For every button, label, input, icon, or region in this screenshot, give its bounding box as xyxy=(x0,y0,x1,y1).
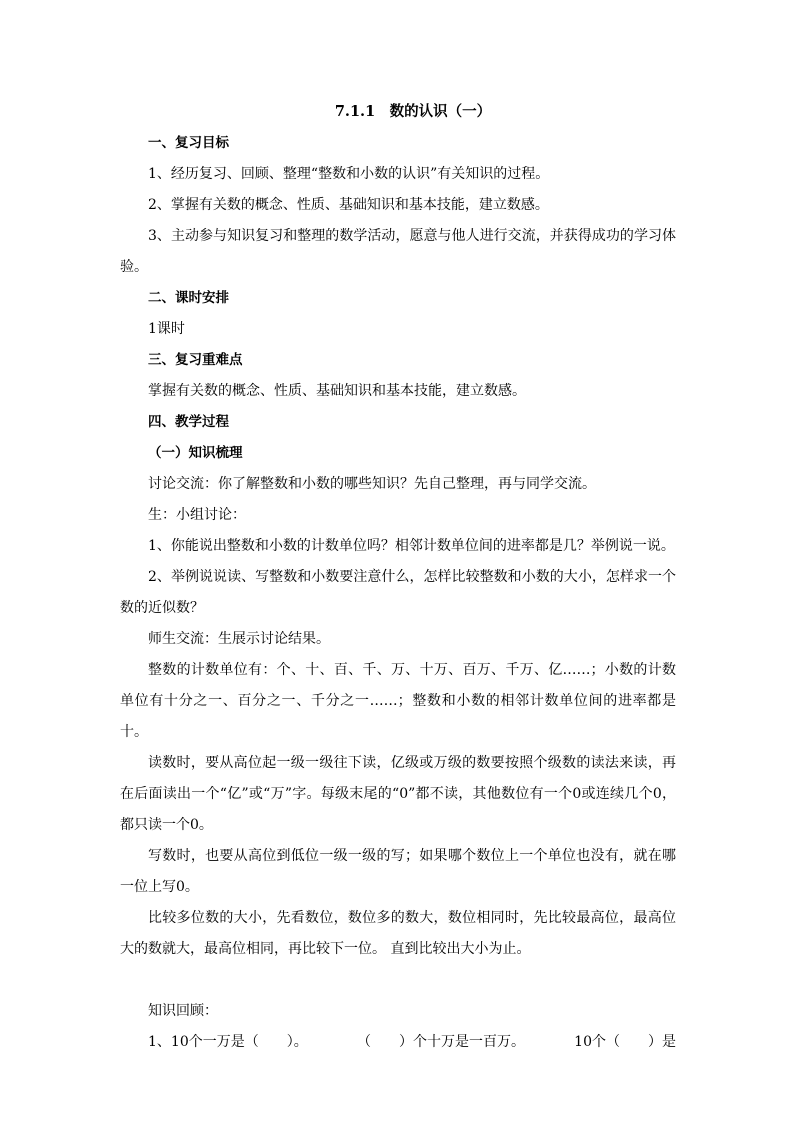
paragraph: 讨论交流：你了解整数和小数的哪些知识？先自己整理，再与同学交流。 xyxy=(148,476,596,492)
review-heading: 知识回顾： xyxy=(148,1003,218,1019)
section-heading-teaching-process: 四、教学过程 xyxy=(148,414,229,430)
paragraph: 2、举例说说读、写整数和小数要注意什么，怎样比较整数和小数的大小，怎样求一个数的近似数？ xyxy=(120,569,676,616)
paragraph: 师生交流：生展示讨论结果。 xyxy=(148,631,330,647)
goal-item: 3、主动参与知识复习和整理的数学活动，愿意与他人进行交流，并获得成功的学习体验。 xyxy=(120,228,676,275)
section-heading-review-goals: 一、复习目标 xyxy=(148,135,229,151)
goal-item: 2、掌握有关数的概念、性质、基础知识和基本技能，建立数感。 xyxy=(148,197,549,213)
review-q1-part: 10个（ ）是 xyxy=(574,1034,676,1050)
paragraph: 整数的计数单位有：个、十、百、千、万、十万、百万、千万、亿……；小数的计数单位有十分之一、百分之一、千分之一……；整数和小数的相邻计数单位间的进率都是十。 xyxy=(120,662,676,740)
document-body xyxy=(120,98,676,1058)
paragraph: 1、你能说出整数和小数的计数单位吗？相邻计数单位间的进率都是几？举例说一说。 xyxy=(148,538,675,554)
page-title: 7.1.1 数的认识（一） xyxy=(334,103,492,120)
section-heading-schedule: 二、课时安排 xyxy=(148,290,229,306)
review-q1-part: 1、10个一万是（ ）。 xyxy=(148,1034,308,1050)
paragraph: 读数时，要从高位起一级一级往下读，亿级或万级的数要按照个级数的读法来读，再在后面读出一个“亿”或“万”字。每级末尾的“0”都不读，其他数位有一个0或连续几个0，都只读一个0。 xyxy=(120,755,676,833)
schedule-text: 1课时 xyxy=(148,321,185,337)
goal-item: 1、经历复习、回顾、整理“整数和小数的认识”有关知识的过程。 xyxy=(148,166,550,182)
paragraph: 比较多位数的大小，先看数位，数位多的数大，数位相同时，先比较最高位，最高位大的数就大，最高位相同，再比较下一位。 直到比较出大小为止。 xyxy=(120,910,676,957)
paragraph: 写数时，也要从高位到低位一级一级的写；如果哪个数位上一个单位也没有，就在哪一位上写0。 xyxy=(120,848,676,895)
subsection-heading-knowledge: （一）知识梳理 xyxy=(148,445,243,461)
key-points-text: 掌握有关数的概念、性质、基础知识和基本技能，建立数感。 xyxy=(148,383,526,399)
section-heading-key-points: 三、复习重难点 xyxy=(148,352,243,368)
paragraph: 生：小组讨论： xyxy=(148,507,246,523)
review-question-1 xyxy=(120,1027,676,1058)
review-q1-part: （ ）个十万是一百万。 xyxy=(356,1034,525,1050)
